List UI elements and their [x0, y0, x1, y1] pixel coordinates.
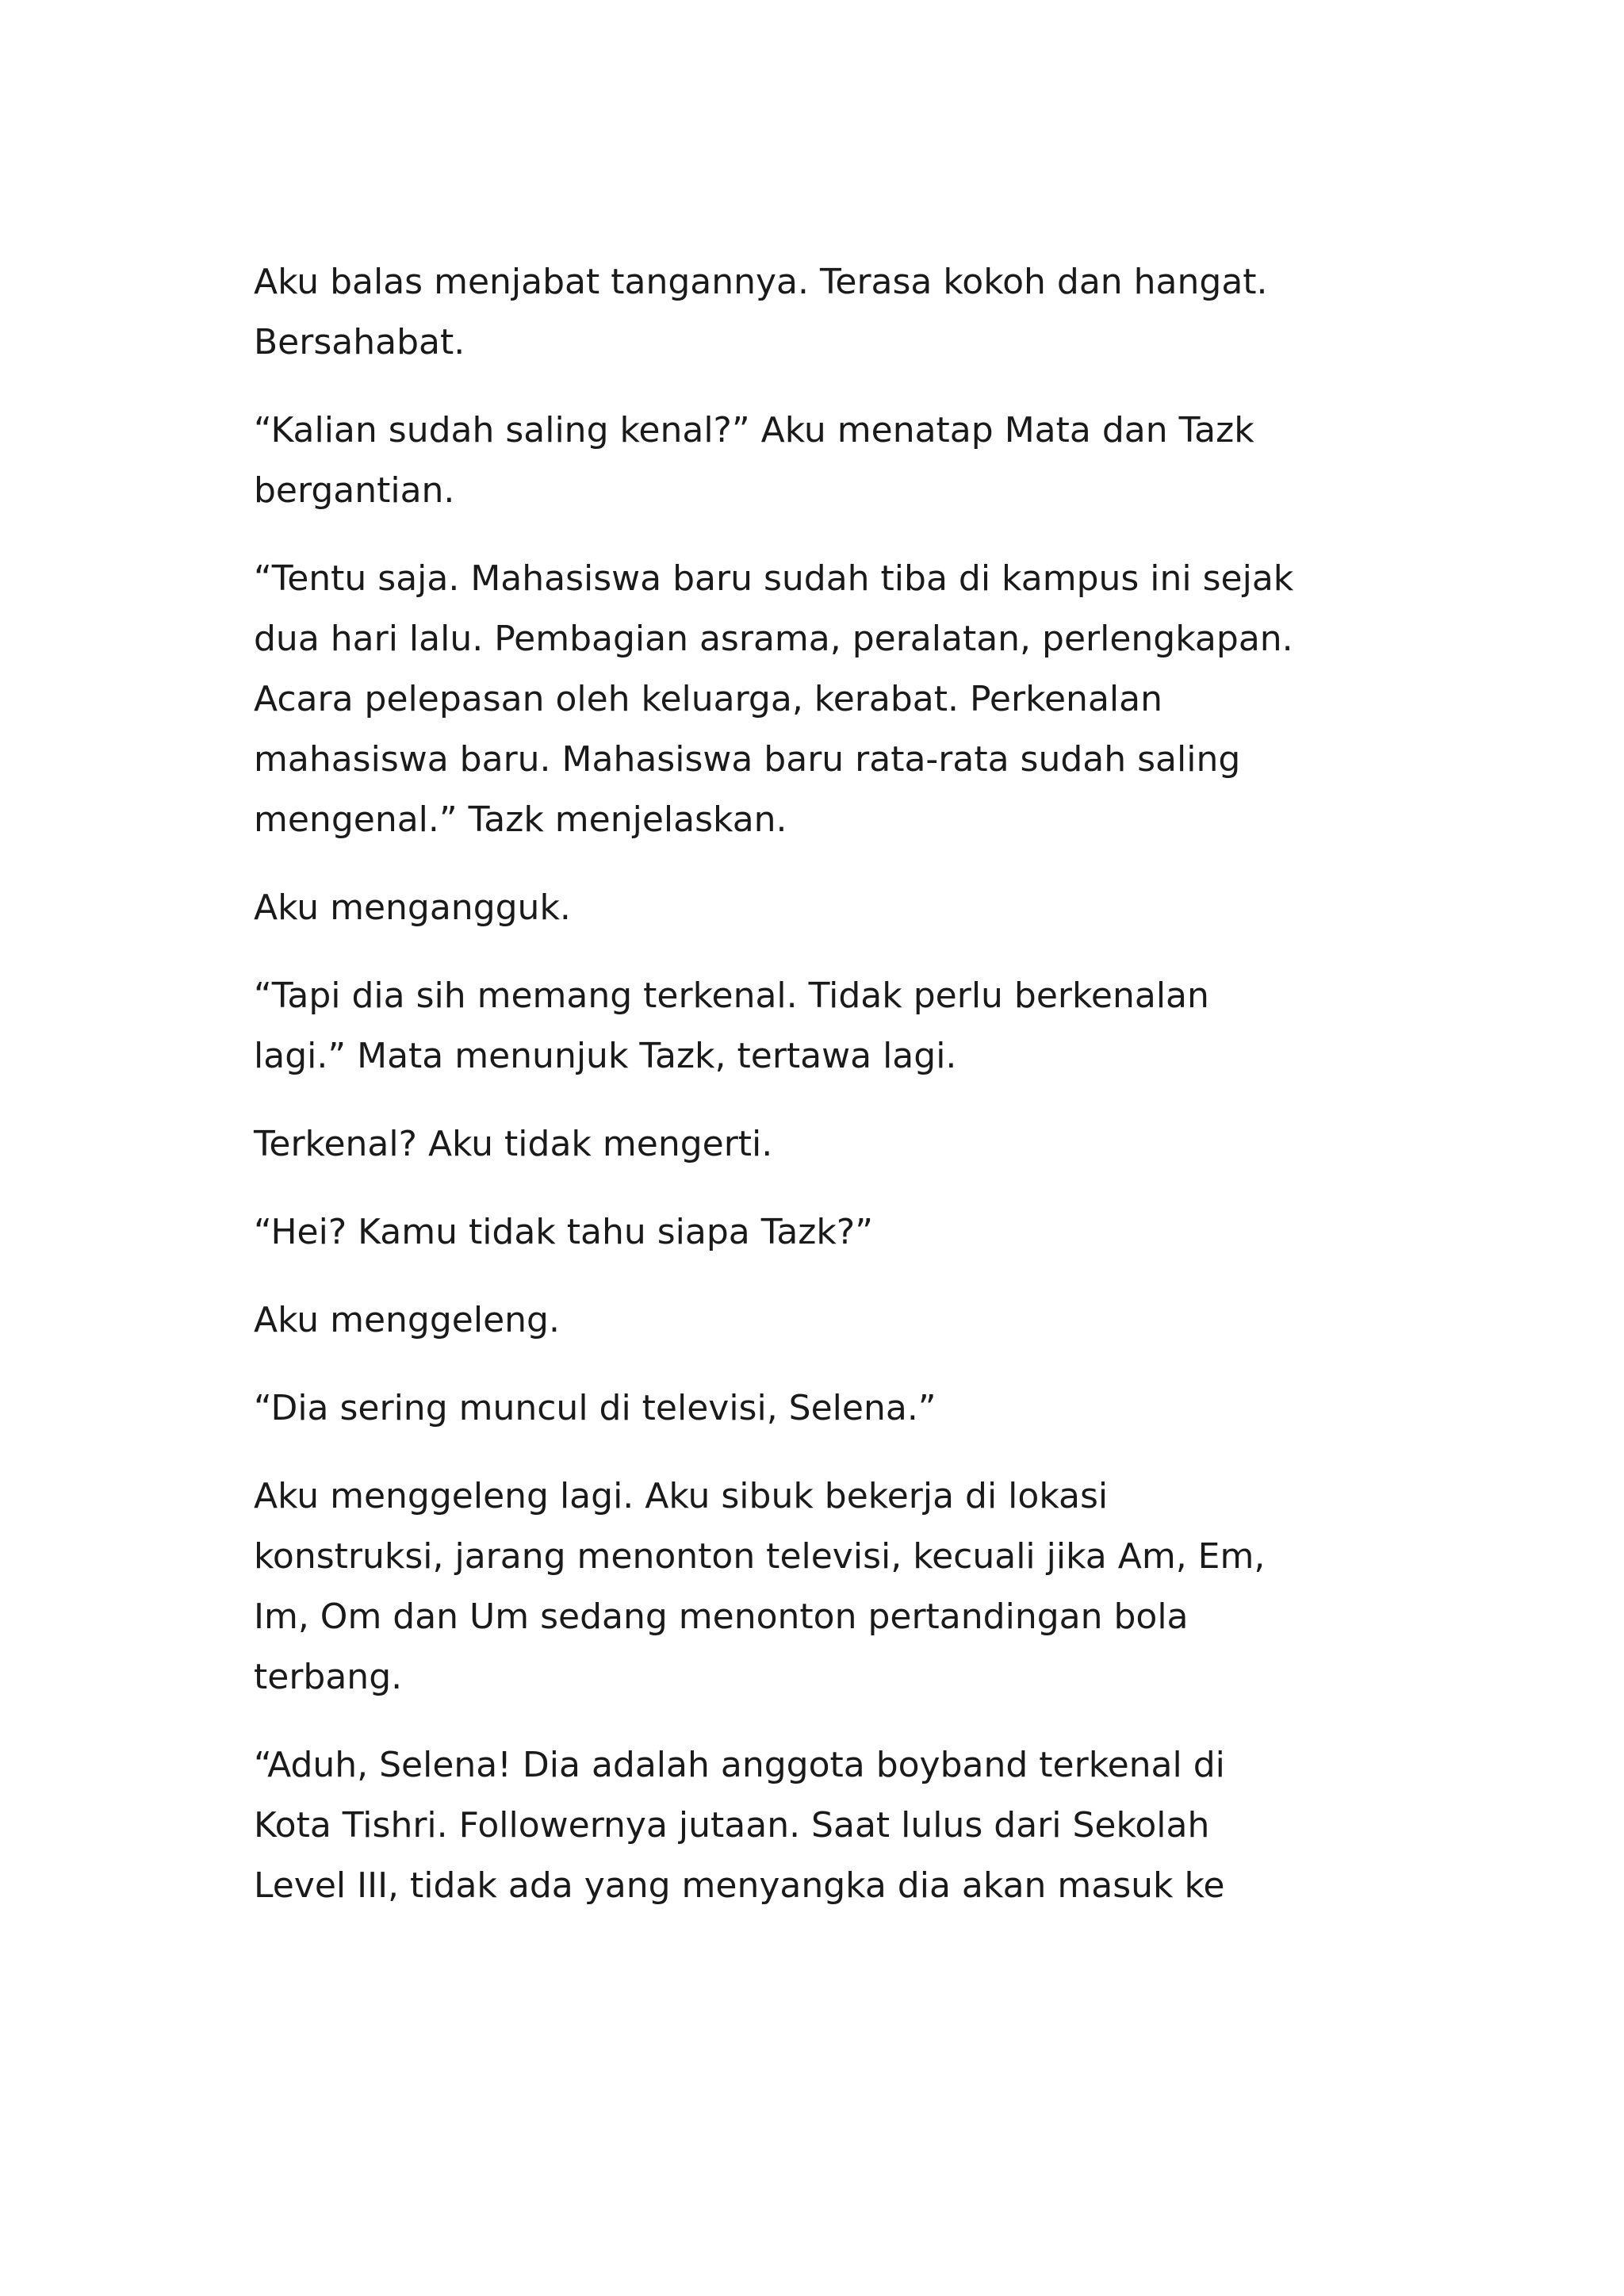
- text-line: bergantian.: [254, 470, 455, 511]
- text-line: Terkenal? Aku tidak mengerti.: [254, 1124, 773, 1164]
- paragraph: [254, 1378, 1396, 1439]
- text-line: terbang.: [254, 1657, 403, 1697]
- text-line: konstruksi, jarang menonton televisi, kecuali jika Am, Em,: [254, 1536, 1266, 1577]
- text-line: Aku mengangguk.: [254, 887, 571, 928]
- text-line: Aku balas menjabat tangannya. Terasa kokoh dan hangat.: [254, 262, 1268, 302]
- document-body: [254, 252, 1396, 1944]
- text-line: mengenal.” Tazk menjelaskan.: [254, 799, 787, 840]
- paragraph: [254, 966, 1396, 1087]
- paragraph: [254, 1466, 1396, 1708]
- text-line: dua hari lalu. Pembagian asrama, peralatan, perlengkapan.: [254, 619, 1293, 659]
- paragraph: [254, 1290, 1396, 1351]
- paragraph: [254, 549, 1396, 850]
- text-line: Im, Om dan Um sedang menonton pertandingan bola: [254, 1596, 1189, 1637]
- text-line: “Kalian sudah saling kenal?” Aku menatap Mata dan Tazk: [254, 410, 1254, 450]
- text-line: mahasiswa baru. Mahasiswa baru rata-rata sudah saling: [254, 739, 1241, 780]
- text-line: Level III, tidak ada yang menyangka dia akan masuk ke: [254, 1865, 1225, 1906]
- text-line: Aku menggeleng lagi. Aku sibuk bekerja di lokasi: [254, 1476, 1109, 1516]
- paragraph: [254, 1114, 1396, 1175]
- text-line: “Tapi dia sih memang terkenal. Tidak perlu berkenalan: [254, 976, 1209, 1016]
- text-line: “Dia sering muncul di televisi, Selena.”: [254, 1388, 936, 1428]
- text-line: “Aduh, Selena! Dia adalah anggota boyband terkenal di: [254, 1745, 1225, 1785]
- text-line: Kota Tishri. Followernya jutaan. Saat lulus dari Sekolah: [254, 1805, 1210, 1846]
- text-line: Acara pelepasan oleh keluarga, kerabat. Perkenalan: [254, 679, 1162, 719]
- paragraph: [254, 252, 1396, 373]
- paragraph: [254, 878, 1396, 938]
- text-line: “Hei? Kamu tidak tahu siapa Tazk?”: [254, 1212, 874, 1252]
- paragraph: [254, 1202, 1396, 1263]
- text-line: Bersahabat.: [254, 322, 465, 362]
- text-line: “Tentu saja. Mahasiswa baru sudah tiba di kampus ini sejak: [254, 558, 1294, 599]
- text-line: Aku menggeleng.: [254, 1300, 560, 1340]
- text-line: lagi.” Mata menunjuk Tazk, tertawa lagi.: [254, 1036, 957, 1076]
- paragraph: [254, 401, 1396, 521]
- paragraph: [254, 1735, 1396, 1916]
